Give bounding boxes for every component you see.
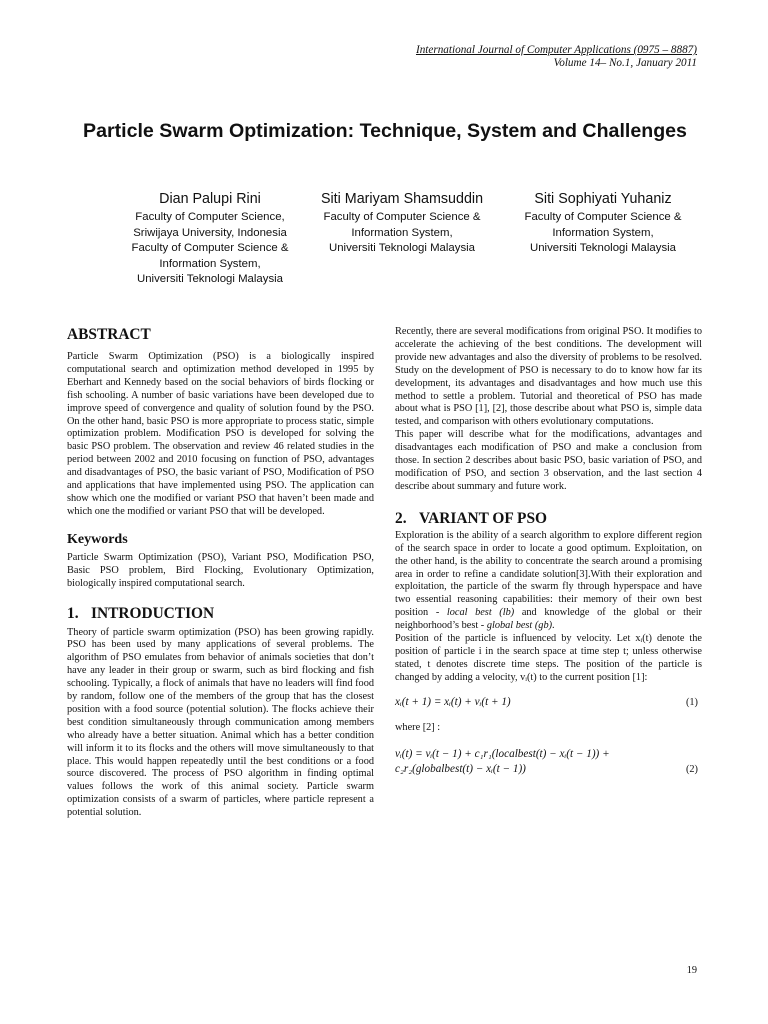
author-block-1 [105, 190, 315, 288]
paragraph-text: and knowledge of the global or their neighborhood’s best - [395, 607, 702, 632]
equation-line: vᵢ(t) = vᵢ(t − 1) + c₁r₁(localbest(t) − xᵢ(t − 1)) + [395, 747, 610, 760]
author-affiliation-line: Sriwijaya University, Indonesia [133, 226, 287, 239]
equation-number: (1) [685, 696, 698, 708]
position-paragraph: Position of the particle is influenced by velocity. Let xᵢ(t) denote the position of particle i in the search space at time step t; unless otherwise stated, t denotes discrete time steps. The position of the particle is changed by adding a velocity, vᵢ(t) to the current position [1]: [395, 633, 702, 683]
author-affiliation-line: Universiti Teknologi Malaysia [529, 242, 677, 254]
author-affiliation-line: Faculty of Computer Science, [135, 211, 285, 223]
author-affiliation-line: Faculty of Computer Science & [524, 211, 682, 223]
equation-number: (2) [685, 763, 698, 775]
author-affiliation-line: Faculty of Computer Science & [131, 242, 289, 254]
paper-title: Particle Swarm Optimization: Technique, System and Challenges [83, 120, 687, 142]
keywords-text: Particle Swarm Optimization (PSO), Variant PSO, Modification PSO, Basic PSO problem, Bird Flocking, Evolutionary Optimization, biologically inspired computational search. [67, 551, 374, 589]
right-column [395, 326, 702, 777]
paragraph-text: Exploration is the ability of a search algorithm to explore different region of the search space in order to locate a good optimum. Exploitation, on the other hand, is the ability to concentrate the search around a promising area in order to refine a candidate solution[3].With their exploration and exploitation, the particle of the swarm fly through hyperspace and have two essential reasoning capabilities: their memory of their own best position - [395, 529, 702, 619]
journal-header [277, 44, 697, 70]
introduction-text: Theory of particle swarm optimization (PSO) has been growing rapidly. PSO has been used by many applications of several problems. The algorithm of PSO emulates from behavior of animals societies that don’t have any leader in their group or swarm, such as bird flocking and fish schooling. Typically, a flock of animals that have no leaders will find food by random, follow one of the members of the group that has the closest position with a food source (potential solution). The flocks achieve their best condition simultaneously through communication among members who already have a better situation. Animal which has a better condition will inform it to its flocks and the others will move simultaneously to that place. This would happen repeatedly until the best conditions or a food source discovered. The process of PSO algorithm in finding optimal values follows the work of this animal society. Particle swarm optimization consists of a swarm of particles, where particle represent a potential solution. [67, 626, 374, 819]
local-best-term: local best (lb) [446, 607, 515, 619]
author-affiliation-line: Information System, [159, 257, 261, 270]
journal-volume: Volume 14– No.1, January 2011 [553, 57, 697, 69]
equation-text: xᵢ(t + 1) = xᵢ(t) + vᵢ(t + 1) [395, 695, 511, 708]
keywords-heading: Keywords [67, 531, 128, 547]
section-title: INTRODUCTION [91, 604, 215, 622]
author-block-3 [498, 190, 708, 257]
abstract-text: Particle Swarm Optimization (PSO) is a biologically inspired computational search and optimization method developed in 1995 by Eberhart and Kennedy based on the social behaviors of birds flocking or fish schooling. A number of basic variations have been developed due to improve speed of convergence and quality of solution found by the PSO. On the other hand, basic PSO is more appropriate to process static, simple optimization problem. Modification PSO is developed for solving the basic PSO problem. The observation and review 46 related studies in the period between 2002 and 2010 focusing on function of PSO, advantages and disadvantages of PSO, the basic variant of PSO, Modification of PSO and applications that have implemented using PSO. The application can show which one the modified or variant PSO that haven’t been made and which one the modified or variant PSO that will be developed. [67, 351, 374, 517]
equation-1 [395, 695, 702, 710]
author-affiliation-line: Universiti Teknologi Malaysia [136, 273, 284, 285]
variant-heading [395, 510, 702, 528]
intro-continued-paragraph: Recently, there are several modifications from original PSO. It modifies to accelerate the achieving of the best conditions. The development will provide new advantages and also the diversity of problems to be resolved. Study on the development of PSO is necessary to do to know how far its development, its advantages and disadvantages and how much use this method to settle a problem. Tutorial and theoretical of PSO has made about what is PSO [1], [2], those describe about what PSO is, simple data tested, and comparison with others evolutionary computations. [395, 326, 703, 428]
author-affiliation-line: Information System, [552, 226, 654, 239]
abstract-heading: ABSTRACT [67, 326, 151, 343]
author-affiliation-line: Faculty of Computer Science & [323, 211, 481, 223]
left-column [67, 326, 374, 820]
author-name: Siti Sophiyati Yuhaniz [534, 191, 672, 207]
where-text: where [2] : [395, 721, 441, 733]
paragraph-text: . [552, 620, 555, 632]
section-number: 1. [67, 604, 79, 622]
author-name: Dian Palupi Rini [159, 191, 261, 207]
author-affiliation-line: Universiti Teknologi Malaysia [328, 242, 476, 254]
author-affiliation-line: Information System, [351, 226, 453, 239]
equation-2 [395, 747, 702, 777]
author-name: Siti Mariyam Shamsuddin [320, 191, 484, 207]
global-best-term: global best (gb) [486, 620, 553, 632]
section-number: 2. [395, 509, 407, 527]
paper-outline-paragraph: This paper will describe what for the modifications, advantages and disadvantages each modification of PSO and make a conclusion from those. In section 2 describes about basic PSO, basic variation of PSO, and modification of PSO, and section 3 observation, and the last section 4 describe about summary and future work. [395, 429, 702, 492]
journal-name: International Journal of Computer Applications (0975 – 8887) [415, 44, 697, 56]
exploration-paragraph [395, 530, 702, 633]
section-title: VARIANT OF PSO [419, 509, 547, 527]
equation-line: c₂r₂(globalbest(t) − xᵢ(t − 1)) [395, 762, 526, 775]
author-block-2 [297, 190, 507, 257]
page-number: 19 [686, 965, 697, 976]
introduction-heading [67, 605, 374, 623]
